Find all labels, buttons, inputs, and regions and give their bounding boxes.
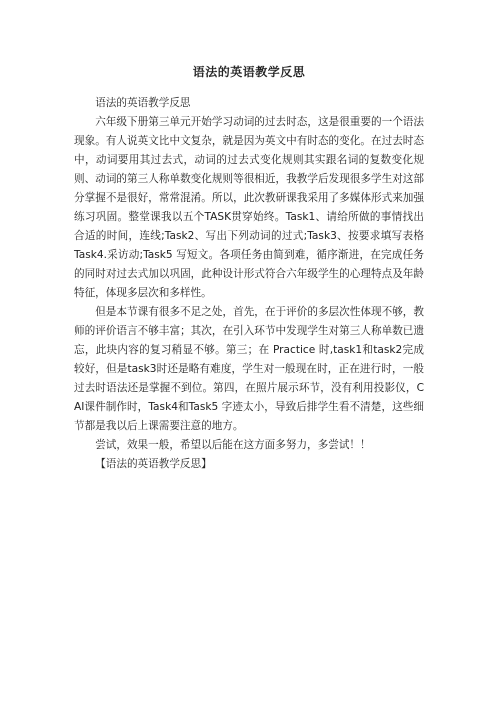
body-paragraph-1: 六年级下册第三单元开始学习动词的过去时态，这是很重要的一个语法现象。有人说英文比中文复杂，就是因为英文中有时态的变化。在过去时态中，动词要用其过去式，动词的过去式变化规则其实跟名词的复数变化规则、动词的第三人称单数变化规则等很相近，我教学后发现很多学生对这部分掌握不是很好，常常混淆。所以，此次教研课我采用了多媒体形式来加强练习巩固。整堂课我以五个TASK贯穿始终。Task1、请给所做的事情找出合适的时间，连线;Task2、写出下列动词的过式;Task3、按要求填写表格 Task4.采访动;Task5 写短文。各项任务由简到难，循序渐进，在完成任务的同时对过去式加以巩固，此种设计形式符合六年级学生的心理特点及年龄特征，体现多层次和多样性。	[74, 116, 424, 299]
subtitle-paragraph: 语法的英语教学反思	[95, 97, 191, 109]
closing-tag-paragraph: 【语法的英语教学反思】	[95, 458, 212, 470]
body-paragraph-2: 但是本节课有很多不足之处，首先，在于评价的多层次性体现不够，教师的评价语言不够丰富；其次，在引入环节中发现学生对第三人称单数已遗忘，此块内容的复习稍显不够。第三；在 Practice 时,task1和task2完成较好，但是task3时还是略有难度，学生对一般现在时，正在进行时，一般过去时语法还是掌握不到位。第四，在照片展示环节，没有利用投影仪，CAI课件制作时，Task4和Task5 字迹太小，导致后排学生看不清楚，这些细节都是我以后上课需要注意的地方。	[74, 306, 424, 432]
document-title: 语法的英语教学反思	[192, 65, 306, 79]
body-paragraph-3: 尝试，效果一般，希望以后能在这方面多努力，多尝试！！	[95, 439, 371, 451]
